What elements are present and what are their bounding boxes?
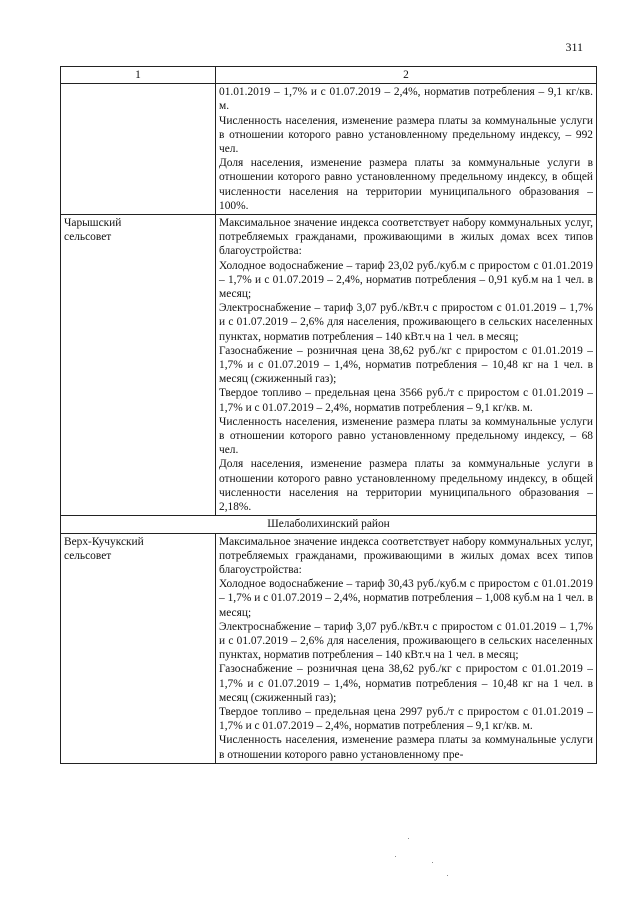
municipality-name-line: сельсовет: [64, 231, 112, 244]
description-paragraph: Доля населения, изменение размера платы за коммунальные услуги в отношении которого равно установленному предельному индексу, в общей численности населения на территории муниципального образования – 100%.: [219, 157, 593, 212]
table-row: [61, 84, 597, 215]
description-paragraph: Твердое топливо – предельная цена 3566 руб./т с приростом с 01.01.2019 – 1,7% и с 01.07.2019 – 2,4%, норматив потребления – 9,1 кг/кв. м.: [219, 387, 593, 414]
municipality-name-line: Верх-Кучукский: [64, 535, 144, 548]
description-cell: [216, 84, 597, 215]
description-paragraph: Численность населения, изменение размера платы за коммунальные услуги в отношении которого равно установленному пре-: [219, 734, 593, 761]
description-paragraph: Численность населения, изменение размера платы за коммунальные услуги в отношении которого равно установленному предельному индексу, – 992 чел.: [219, 114, 593, 156]
description-paragraph: Доля населения, изменение размера платы за коммунальные услуги в отношении которого равно установленному предельному индексу, в общей численности населения на территории муниципального образования – 2,18%.: [219, 458, 593, 514]
page-number: 311: [565, 40, 583, 54]
scan-speck: [395, 856, 396, 857]
district-name: Шелаболихинский район: [61, 516, 597, 533]
description-paragraph: Максимальное значение индекса соответствует набору коммунальных услуг, потребляемых гражданами, проживающими в жилых домах всех типов благоустройства:: [219, 217, 593, 258]
description-paragraph: Электроснабжение – тариф 3,07 руб./кВт.ч с приростом с 01.01.2019 – 1,7% и с 01.07.2019 – 2,6% для населения, проживающего в сельских населенных пунктах, норматив потребления – 140 кВт.ч на 1 чел. в месяц;: [219, 302, 593, 343]
municipality-cell: [61, 84, 216, 215]
description-paragraph: Электроснабжение – тариф 3,07 руб./кВт.ч с приростом с 01.01.2019 – 1,7% и с 01.07.2019 – 2,6% для населения, проживающего в сельских населенных пунктах, норматив потребления – 140 кВт.ч на 1 чел. в месяц;: [219, 620, 593, 662]
municipality-cell: [61, 215, 216, 516]
scan-speck: [432, 862, 433, 863]
description-paragraph: Газоснабжение – розничная цена 38,62 руб./кг с приростом с 01.01.2019 – 1,7% и с 01.07.2019 – 1,4%, норматив потребления – 10,48 кг на 1 чел. в месяц (сжиженный газ);: [219, 663, 593, 704]
description-paragraph: Холодное водоснабжение – тариф 30,43 руб./куб.м с приростом с 01.01.2019 – 1,7% и с 01.07.2019 – 2,4%, норматив потребления – 1,008 куб.м на 1 чел. в месяц;: [219, 578, 593, 619]
table-row: [61, 533, 597, 763]
description-paragraph: Максимальное значение индекса соответствует набору коммунальных услуг, потребляемых гражданами, проживающими в жилых домах всех типов благоустройства:: [219, 535, 593, 576]
description-paragraph: Холодное водоснабжение – тариф 23,02 руб./куб.м с приростом с 01.01.2019 – 1,7% и с 01.07.2019 – 2,4%, норматив потребления – 0,91 куб.м на 1 чел. в месяц;: [219, 259, 593, 301]
district-row: [61, 516, 597, 533]
description-paragraph: 01.01.2019 – 1,7% и с 01.07.2019 – 2,4%, норматив потребления – 9,1 кг/кв. м.: [219, 86, 593, 113]
column-header-1: 1: [61, 67, 216, 84]
table-row: [61, 215, 597, 516]
column-header-2: 2: [216, 67, 597, 84]
description-cell: [216, 533, 597, 763]
table-body: [61, 67, 597, 764]
scan-speck: [408, 838, 409, 839]
scan-speck: [447, 875, 448, 876]
table-header-row: [61, 67, 597, 84]
municipality-name-line: сельсовет: [64, 549, 112, 562]
description-paragraph: Твердое топливо – предельная цена 2997 руб./т с приростом с 01.01.2019 – 1,7% и с 01.07.2019 – 2,4%, норматив потребления – 9,1 кг/кв. м.: [219, 705, 593, 733]
municipality-cell: [61, 533, 216, 763]
description-paragraph: Газоснабжение – розничная цена 38,62 руб./кг с приростом с 01.01.2019 – 1,7% и с 01.07.2019 – 1,4%, норматив потребления – 10,48 кг на 1 чел. в месяц (сжиженный газ);: [219, 344, 593, 386]
tariff-table: [60, 66, 597, 764]
description-paragraph: Численность населения, изменение размера платы за коммунальные услуги в отношении которого равно установленному предельному индексу, – 68 чел.: [219, 415, 593, 457]
municipality-name-line: Чарышский: [64, 217, 122, 230]
description-cell: [216, 215, 597, 516]
